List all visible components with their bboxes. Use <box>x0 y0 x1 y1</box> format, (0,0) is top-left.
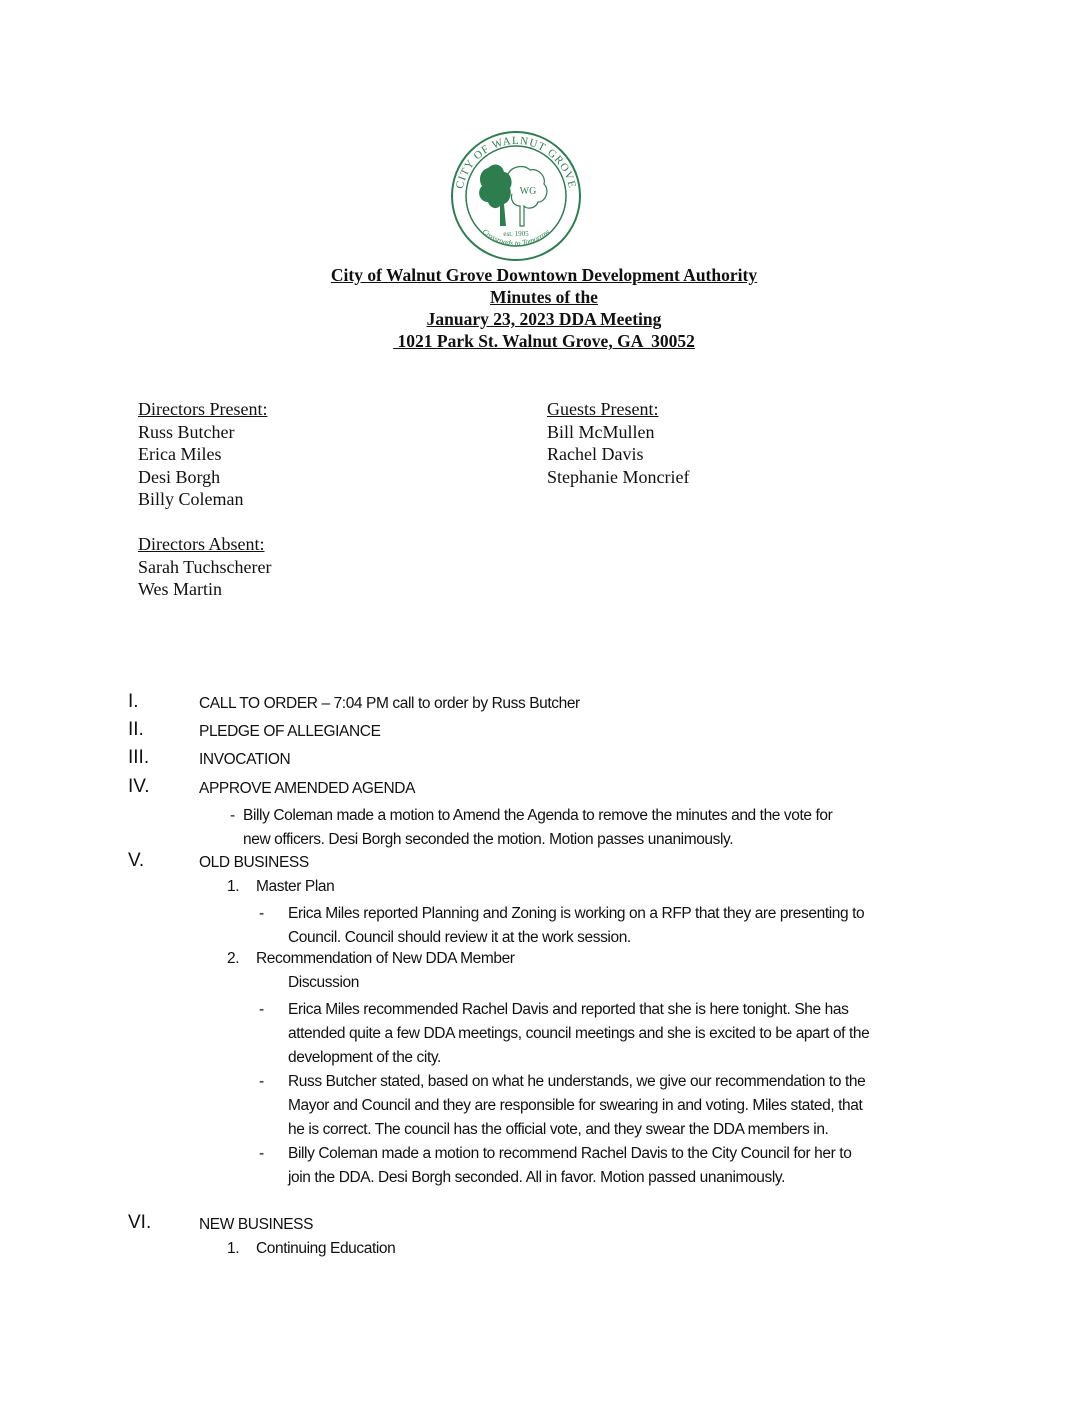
seal-motto: Crossroads to Tomorrow <box>480 226 552 248</box>
agenda-title: OLD BUSINESS <box>199 854 309 871</box>
agenda-item <box>0 776 1088 804</box>
agenda-numeral: I. <box>128 691 139 712</box>
title-meeting-date: January 23, 2023 DDA Meeting <box>426 309 662 329</box>
agenda-title: NEW BUSINESS <box>199 1216 314 1233</box>
bullet-line: Erica Miles recommended Rachel Davis and reported that she is here tonight. She has <box>288 1001 849 1018</box>
bullet-line: Mayor and Council and they are responsible for swearing in and voting. Miles stated, that <box>288 1097 863 1114</box>
seal-ring-text: CITY OF WALNUT GROVE <box>453 134 579 190</box>
guests-present-label: Guests Present: <box>547 399 659 419</box>
bullet-point: - Russ Butcher stated, based on what he understands, we give our recommendation to the Mayor and Council and they are responsible for swearing in and voting. Miles stated, that he is correct. The council has the official vote, and they swear the DDA members in. <box>0 1070 1088 1142</box>
bullet-line: attended quite a few DDA meetings, council meetings and she is excited to be apart of the <box>288 1025 870 1042</box>
bullet-line: Erica Miles reported Planning and Zoning is working on a RFP that they are presenting to <box>288 905 865 922</box>
bullet-line: new officers. Desi Borgh seconded the motion. Motion passes unanimously. <box>243 831 734 848</box>
bullet-line: development of the city. <box>288 1049 441 1066</box>
sub-item-number: 1. <box>227 878 240 895</box>
sub-item <box>0 950 1088 974</box>
agenda-numeral: V. <box>128 850 145 871</box>
title-minutes: Minutes of the <box>490 287 598 307</box>
bullet-line: Billy Coleman made a motion to Amend the Agenda to remove the minutes and the vote for <box>243 807 833 824</box>
title-address: 1021 Park St. Walnut Grove, GA 30052 <box>393 331 695 351</box>
sub-item-number: 2. <box>227 950 240 967</box>
agenda-item <box>0 747 1088 775</box>
svg-text:CITY OF WALNUT GROVE <box>454 135 578 190</box>
guests-present-list <box>547 398 689 488</box>
sub-item-number: 1. <box>227 1240 240 1257</box>
bullet-point: - Erica Miles recommended Rachel Davis and reported that she is here tonight. She has attended quite a few DDA meetings, council meetings and she is excited to be apart of the development of the city. <box>0 998 1088 1070</box>
attendee-name: Russ Butcher <box>138 421 235 442</box>
city-seal-logo <box>448 128 584 264</box>
sub-item-title: Continuing Education <box>256 1240 396 1257</box>
sub-item <box>0 878 1088 902</box>
directors-present-list <box>138 398 267 511</box>
attendee-name: Desi Borgh <box>138 466 221 487</box>
agenda-item <box>0 850 1088 878</box>
guest-name: Bill McMullen <box>547 421 655 442</box>
bullet-point: - Billy Coleman made a motion to recommend Rachel Davis to the City Council for her to join the DDA. Desi Borgh seconded. All in favor. Motion passed unanimously. <box>0 1142 1088 1190</box>
bullet-point: - Erica Miles reported Planning and Zoning is working on a RFP that they are presenting to Council. Council should review it at the work session. <box>0 902 1088 950</box>
absent-name: Sarah Tuchscherer <box>138 556 272 577</box>
sub-item <box>0 1240 1088 1264</box>
sub-item-title: Recommendation of New DDA Member <box>256 950 515 967</box>
agenda-item <box>0 691 1088 719</box>
agenda-list <box>0 691 1088 1264</box>
bullet-line: join the DDA. Desi Borgh seconded. All in favor. Motion passed unanimously. <box>288 1169 786 1186</box>
agenda-title: APPROVE AMENDED AGENDA <box>199 780 416 797</box>
agenda-numeral: III. <box>128 747 150 768</box>
directors-absent-list <box>138 533 271 601</box>
attendee-name: Billy Coleman <box>138 489 244 509</box>
agenda-numeral: VI. <box>128 1212 152 1233</box>
tree-icon <box>479 165 547 226</box>
directors-present-label: Directors Present: <box>138 399 268 419</box>
sub-item-title: Master Plan <box>256 878 335 895</box>
agenda-numeral: IV. <box>128 776 150 797</box>
agenda-numeral: II. <box>128 719 144 740</box>
agenda-title: CALL TO ORDER – 7:04 PM call to order by Russ Butcher <box>199 695 580 712</box>
sub-item-note <box>0 974 1088 998</box>
discussion-label: Discussion <box>288 974 359 991</box>
seal-established: est. 1905 <box>503 230 529 238</box>
guest-name: Stephanie Moncrief <box>547 466 690 487</box>
document-title-block <box>0 264 1088 352</box>
attendee-name: Erica Miles <box>138 444 222 464</box>
bullet-point: - Billy Coleman made a motion to Amend the Agenda to remove the minutes and the vote for new officers. Desi Borgh seconded the motion. Motion passes unanimously. <box>0 804 1088 852</box>
bullet-line: Russ Butcher stated, based on what he understands, we give our recommendation to the <box>288 1073 866 1090</box>
directors-absent-label: Directors Absent: <box>138 534 265 554</box>
agenda-item <box>0 1212 1088 1240</box>
bullet-line: Council. Council should review it at the work session. <box>288 929 631 946</box>
agenda-item <box>0 719 1088 747</box>
bullet-line: he is correct. The council has the official vote, and they swear the DDA members in. <box>288 1121 829 1138</box>
agenda-title: PLEDGE OF ALLEGIANCE <box>199 723 381 740</box>
title-organization: City of Walnut Grove Downtown Development Authority <box>330 265 758 285</box>
bullet-line: Billy Coleman made a motion to recommend Rachel Davis to the City Council for her to <box>288 1145 852 1162</box>
guest-name: Rachel Davis <box>547 444 644 464</box>
absent-name: Wes Martin <box>138 579 223 599</box>
seal-monogram: WG <box>519 186 537 197</box>
agenda-title: INVOCATION <box>199 751 291 768</box>
